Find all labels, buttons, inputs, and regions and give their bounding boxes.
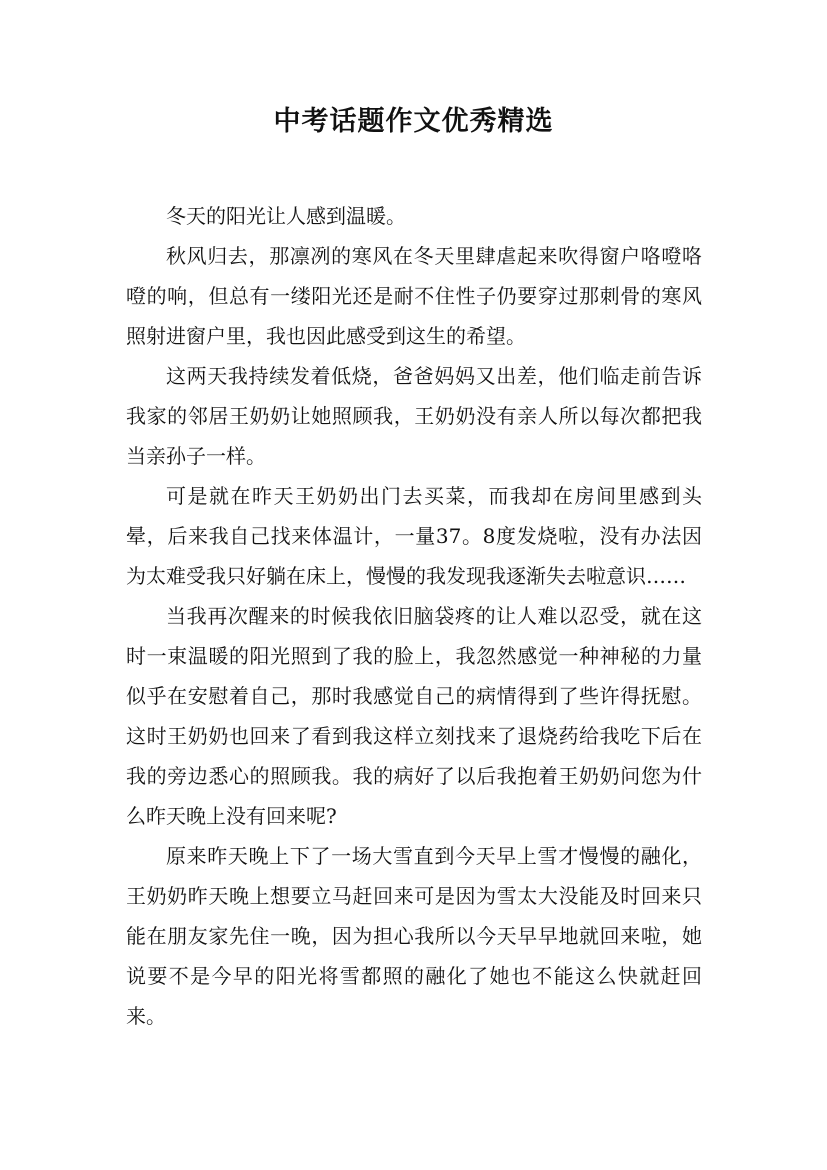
- document-title: 中考话题作文优秀精选: [273, 106, 554, 137]
- paragraph-4: 可是就在昨天王奶奶出门去买菜，而我却在房间里感到头晕，后来我自己找来体温计，一量37。8度发烧啦，没有办法因为太难受我只好躺在床上，慢慢的我发现我逐渐失去啦意识……: [126, 484, 702, 588]
- paragraph-2: 秋风归去，那凛冽的寒风在冬天里肆虐起来吹得窗户咯噔咯噔的响，但总有一缕阳光还是耐不住性子仍要穿过那刺骨的寒风照射进窗户里，我也因此感受到这生的希望。: [126, 244, 702, 348]
- paragraph-1: 冬天的阳光让人感到温暖。: [166, 204, 406, 228]
- document-body: [126, 196, 702, 1036]
- paragraph-6: 原来昨天晚上下了一场大雪直到今天早上雪才慢慢的融化，王奶奶昨天晚上想要立马赶回来可是因为雪太大没能及时回来只能在朋友家先住一晚，因为担心我所以今天早早地就回来啦，她说要不是今早的阳光将雪都照的融化了她也不能这么快就赶回来。: [126, 844, 702, 1028]
- paragraph-3: 这两天我持续发着低烧，爸爸妈妈又出差，他们临走前告诉我家的邻居王奶奶让她照顾我，王奶奶没有亲人所以每次都把我当亲孙子一样。: [126, 364, 702, 468]
- paragraph-5: 当我再次醒来的时候我依旧脑袋疼的让人难以忍受，就在这时一束温暖的阳光照到了我的脸上，我忽然感觉一种神秘的力量似乎在安慰着自己，那时我感觉自己的病情得到了些许得抚慰。这时王奶奶也回来了看到我这样立刻找来了退烧药给我吃下后在我的旁边悉心的照顾我。我的病好了以后我抱着王奶奶问您为什么昨天晚上没有回来呢?: [126, 604, 702, 828]
